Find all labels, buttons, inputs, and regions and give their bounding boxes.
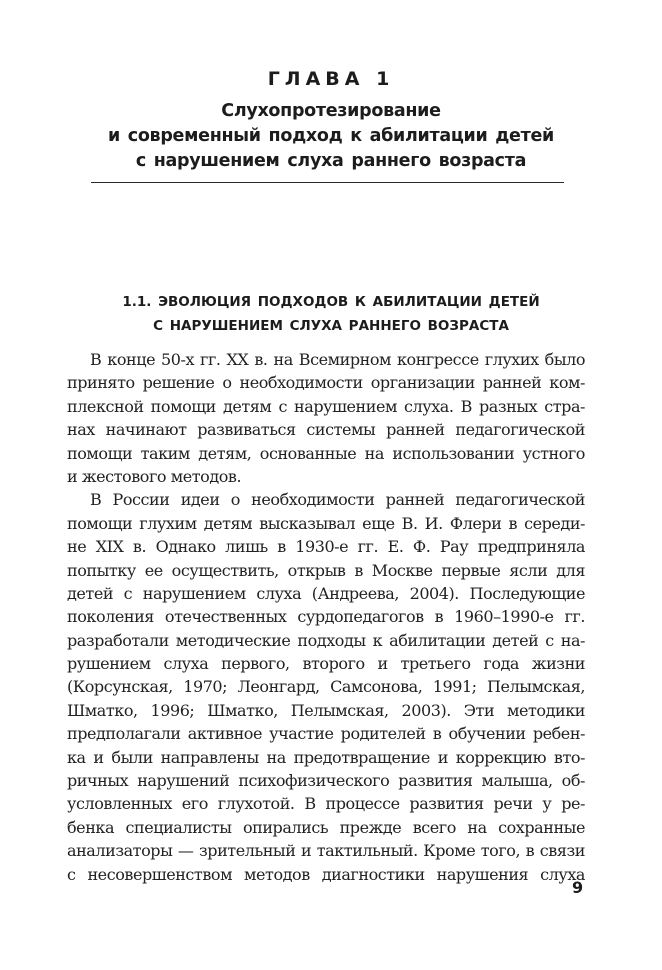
text-line: В России идеи о необходимости ранней педагогической [90, 490, 585, 510]
text-line: В конце 50-х гг. XX в. на Всемирном конгрессе глухих было [90, 350, 585, 369]
text-line: разработали методические подходы к абилитации детей с на- [67, 630, 585, 650]
chapter-title [60, 99, 602, 174]
chapter-title-line: Слухопротезирование [221, 101, 441, 121]
text-line: принято решение о необходимости организации ранней ком- [67, 373, 585, 393]
text-line: Шматко, 1996; Шматко, Пелымская, 2003). Эти методики [67, 700, 585, 720]
text-line: ричных нарушений психофизического развития малыша, об- [67, 771, 585, 791]
text-line: ка и были направлены на предотвращение и коррекцию вто- [67, 747, 585, 767]
text-line: и жестового методов. [67, 466, 242, 486]
text-line: нах начинают развиваться системы ранней педагогической [67, 420, 585, 440]
text-line: не XIX в. Однако лишь в 1930-е гг. Е. Ф. Рау предприняла [67, 537, 585, 557]
body-text [67, 348, 585, 886]
text-line: бенка специалисты опирались прежде всего на сохранные [67, 817, 585, 837]
text-line: плексной помощи детям с нарушением слуха. В разных стра- [67, 396, 585, 416]
text-line: (Корсунская, 1970; Леонгард, Самсонова, 1991; Пелымская, [67, 677, 585, 697]
chapter-label: ГЛАВА 1 [267, 68, 395, 90]
paragraph [67, 348, 585, 488]
text-line: с несовершенством методов диагностики нарушения слуха [67, 864, 585, 884]
section-heading [60, 290, 602, 338]
text-line: анализаторы — зрительный и тактильный. Кроме того, в связи [67, 841, 585, 861]
text-line: поколения отечественных сурдопедагогов в 1960–1990-е гг. [67, 607, 585, 627]
chapter-title-line: с нарушением слуха раннего возраста [135, 151, 527, 171]
text-line: попытку ее осуществить, открыв в Москве первые ясли для [67, 560, 585, 580]
page-number: 9 [572, 878, 584, 897]
text-line: условленных его глухотой. В процессе развития речи у ре- [67, 794, 585, 814]
text-line: рушением слуха первого, второго и третьего года жизни [67, 654, 585, 674]
text-line: помощи глухим детям высказывал еще В. И. Флери в середи- [67, 513, 585, 533]
text-line: детей с нарушением слуха (Андреева, 2004). Последующие [67, 583, 585, 603]
section-heading-line: С НАРУШЕНИЕМ СЛУХА РАННЕГО ВОЗРАСТА [153, 318, 509, 334]
text-line: помощи таким детям, основанные на использовании устного [67, 443, 585, 463]
section-heading-line: 1.1. ЭВОЛЮЦИЯ ПОДХОДОВ К АБИЛИТАЦИИ ДЕТЕЙ [122, 294, 540, 310]
text-line: предполагали активное участие родителей в обучении ребен- [67, 724, 585, 744]
chapter-title-line: и современный подход к абилитации детей [108, 126, 554, 146]
chapter-divider [91, 182, 564, 183]
paragraph [67, 488, 585, 886]
